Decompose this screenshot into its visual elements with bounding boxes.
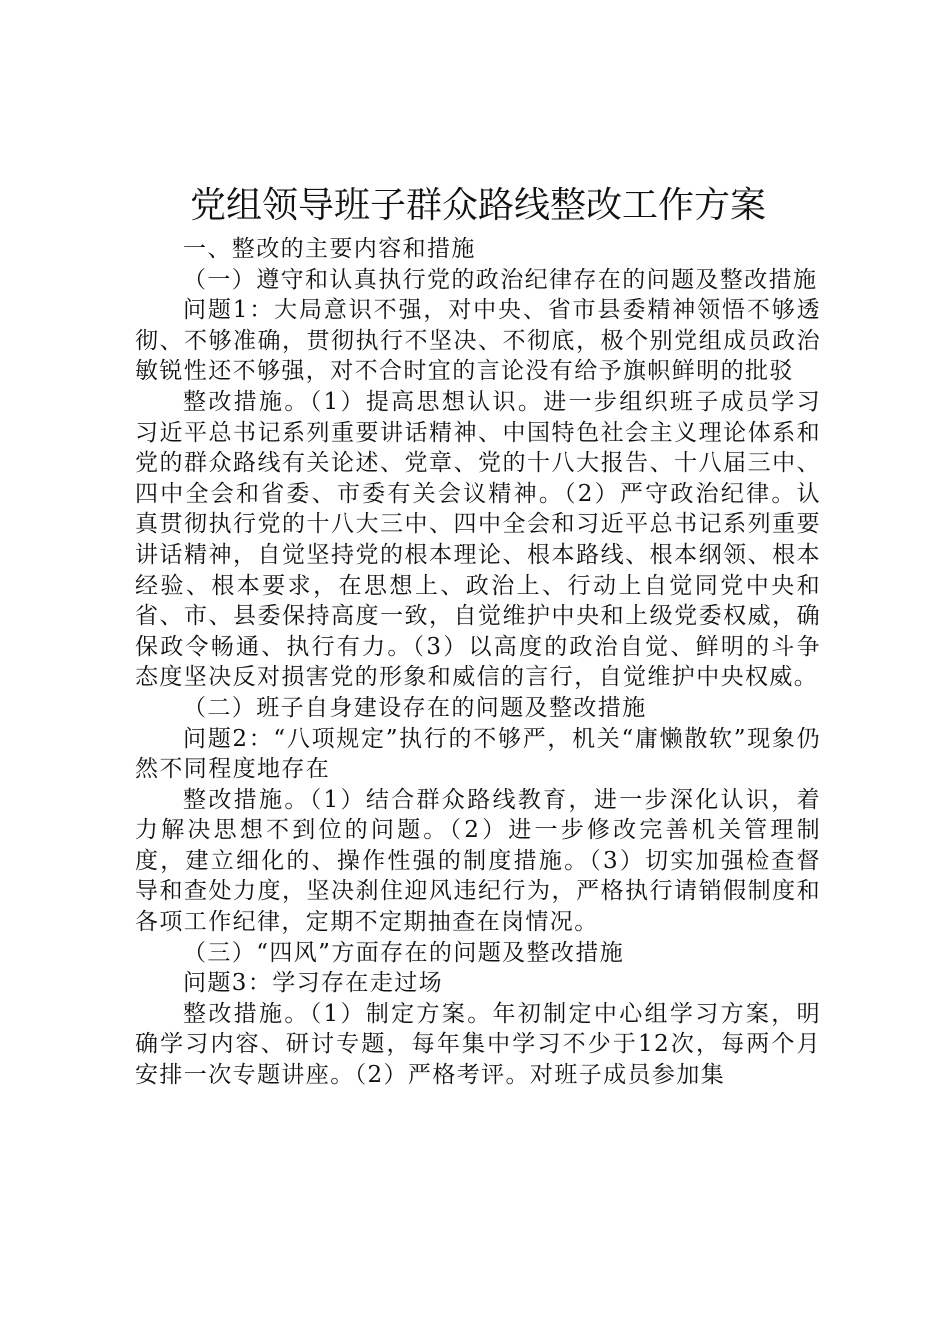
- document-page: [135, 178, 821, 1091]
- subsection-heading-2: （二）班子自身建设存在的问题及整改措施: [183, 694, 647, 721]
- subsection-heading-1: （一）遵守和认真执行党的政治纪律存在的问题及整改措施: [183, 266, 818, 293]
- problem-2: 问题2：“八项规定”执行的不够严，机关“庸懒散软”现象仍然不同程度地存在: [135, 725, 821, 783]
- document-title: 党组领导班子群众路线整改工作方案: [189, 185, 766, 226]
- measures-3: 整改措施。（1）制定方案。年初制定中心组学习方案，明确学习内容、研讨专题，每年集中学习不少于12次，每两个月安排一次专题讲座。（2）严格考评。对班子成员参加集: [135, 1000, 821, 1089]
- problem-3: 问题3：学习存在走过场: [183, 970, 444, 997]
- measures-2: 整改措施。（1）结合群众路线教育，进一步深化认识，着力解决思想不到位的问题。（2）进一步修改完善机关管理制度，建立细化的、操作性强的制度措施。（3）切实加强检查督导和查处力度，坚决刹住迎风违纪行为，严格执行请销假制度和各项工作纪律，定期不定期抽查在岗情况。: [135, 786, 821, 936]
- subsection-heading-3: （三）“四风”方面存在的问题及整改措施: [183, 939, 625, 966]
- problem-1: 问题1：大局意识不强，对中央、省市县委精神领悟不够透彻、不够准确，贯彻执行不坚决、不彻底，极个别党组成员政治敏锐性还不够强，对不合时宜的言论没有给予旗帜鲜明的批驳: [135, 297, 821, 385]
- section-heading-1: 一、整改的主要内容和措施: [183, 236, 476, 262]
- measures-1: 整改措施。（1）提高思想认识。进一步组织班子成员学习习近平总书记系列重要讲话精神、中国特色社会主义理论体系和党的群众路线有关论述、党章、党的十八大报告、十八届三中、四中全会和省委、市委有关会议精神。（2）严守政治纪律。认真贯彻执行党的十八大三中、四中全会和习近平总书记系列重要讲话精神，自觉坚持党的根本理论、根本路线、根本纲领、根本经验、根本要求，在思想上、政治上、行动上自觉同党中央和省、市、县委保持高度一致，自觉维护中央和上级党委权威，确保政令畅通、执行有力。（3）以高度的政治自觉、鲜明的斗争态度坚决反对损害党的形象和威信的言行，自觉维护中央权威。: [135, 388, 821, 691]
